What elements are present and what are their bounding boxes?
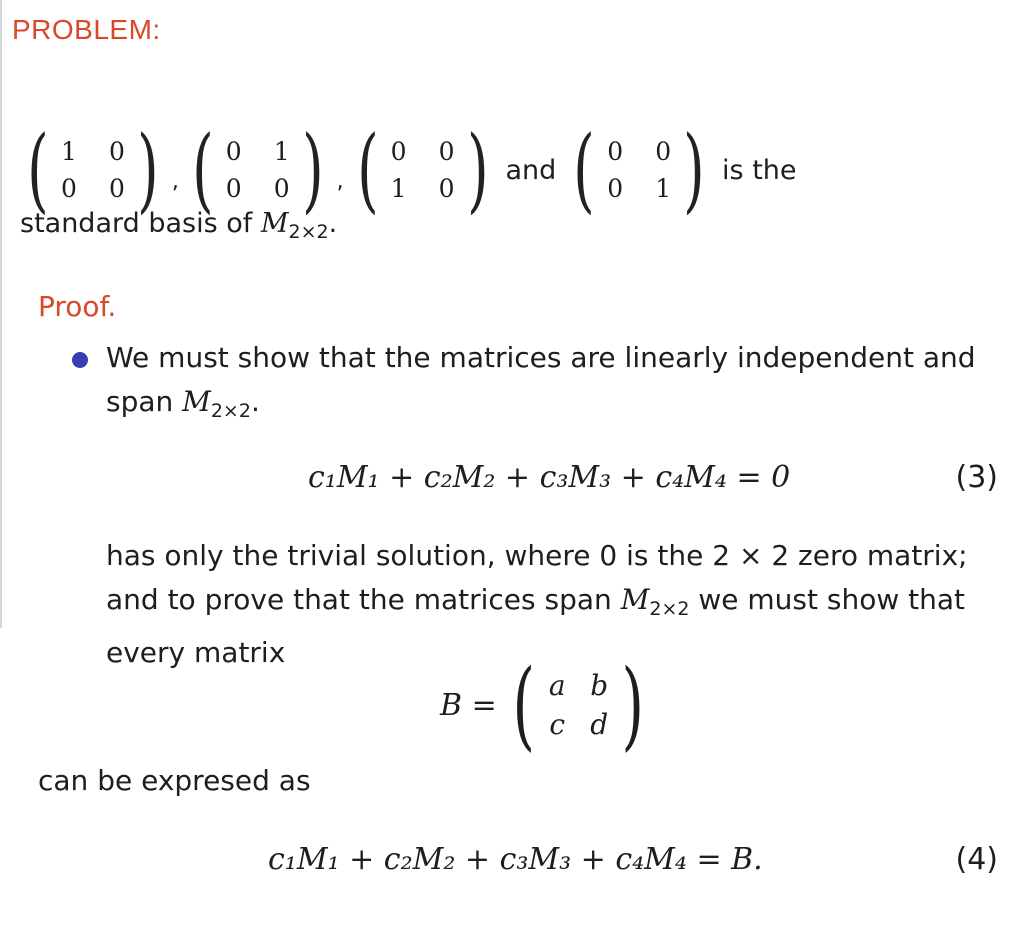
matrix-cell: 0 [225, 174, 242, 203]
line-suffix: . [250, 385, 260, 418]
matrix-b-label: B = [440, 687, 497, 723]
matrix-cell: 0 [655, 137, 672, 166]
span-word: span [106, 385, 183, 418]
matrix-cell: 0 [607, 137, 624, 166]
line-prefix: and to prove that the matrices span [106, 583, 621, 616]
matrix-b [440, 649, 652, 761]
left-paren: ( [512, 649, 535, 761]
explanation-paragraph [106, 534, 1006, 675]
matrix-cell: c [549, 708, 566, 741]
left-paren: ( [573, 116, 595, 223]
matrix-cell: 0 [225, 137, 242, 166]
matrix-cell: 1 [390, 174, 407, 203]
bullet-line-2 [106, 380, 1006, 433]
bullet-paragraph [106, 336, 1006, 433]
matrix-row [20, 116, 807, 223]
matrix-cell: 1 [655, 174, 672, 203]
left-paren: ( [191, 116, 214, 223]
matrix-cell: 0 [108, 137, 125, 166]
matrix-cell: 0 [273, 174, 290, 203]
matrix-cells [386, 137, 460, 203]
left-paren: ( [27, 116, 49, 223]
right-paren: ) [621, 649, 645, 761]
equation-number-3: (3) [955, 460, 998, 495]
matrix-cell: a [548, 669, 566, 702]
matrix-cell: 0 [390, 137, 407, 166]
left-divider [0, 0, 2, 628]
basis-suffix: . [328, 208, 338, 239]
para-line-1: has only the trivial solution, where 0 is the 2 × 2 zero matrix; [106, 539, 968, 572]
equation-number-4: (4) [955, 842, 998, 877]
matrix-b-cells [542, 669, 614, 741]
equation-3: c₁M₁ + c₂M₂ + c₃M₃ + c₄M₄ = 0 [308, 460, 791, 495]
space-subscript: 2×2 [210, 400, 251, 422]
para-line-2 [106, 578, 1006, 631]
matrix-cell: 0 [60, 174, 77, 203]
problem-heading: PROBLEM: [12, 14, 161, 45]
equation-4: c₁M₁ + c₂M₂ + c₃M₃ + c₄M₄ = B. [268, 842, 763, 877]
right-paren: ) [466, 116, 489, 223]
matrix-1 [20, 116, 166, 223]
comma-separator: , [171, 168, 179, 194]
proof-label: Proof. [38, 290, 117, 323]
space-symbol: M [182, 385, 211, 418]
space-symbol: M [620, 583, 650, 616]
right-paren: ) [683, 116, 705, 223]
bullet-line-1: We must show that the matrices are linearly independent and [106, 341, 976, 374]
is-the-text: is the [722, 154, 797, 186]
matrix-4 [566, 116, 712, 223]
left-paren: ( [356, 116, 379, 223]
matrix-cells [602, 137, 676, 203]
bullet-icon [72, 352, 88, 368]
matrix-cell: 0 [108, 174, 125, 203]
matrix-cells [56, 137, 130, 203]
space-symbol: M [260, 208, 289, 239]
matrix-cell: 1 [273, 137, 290, 166]
matrix-cell: 0 [438, 174, 455, 203]
para-line-3: every matrix [106, 636, 286, 669]
matrix-cell: 1 [60, 137, 77, 166]
expressed-line: can be expresed as [38, 764, 311, 797]
comma-separator: , [336, 168, 344, 194]
matrix-2 [185, 116, 331, 223]
and-connector: and [505, 154, 557, 186]
right-paren: ) [301, 116, 324, 223]
matrix-3 [350, 116, 496, 223]
matrix-cells [221, 137, 295, 203]
basis-line [20, 208, 337, 243]
basis-prefix: standard basis of [20, 208, 261, 239]
space-subscript: 2×2 [288, 221, 329, 243]
space-subscript: 2×2 [649, 598, 690, 620]
matrix-cell: d [590, 708, 609, 741]
matrix-cell: 0 [438, 137, 455, 166]
matrix-cell: 0 [607, 174, 624, 203]
matrix-cell: b [590, 669, 609, 702]
right-paren: ) [137, 116, 159, 223]
line-suffix: we must show that [689, 583, 966, 616]
